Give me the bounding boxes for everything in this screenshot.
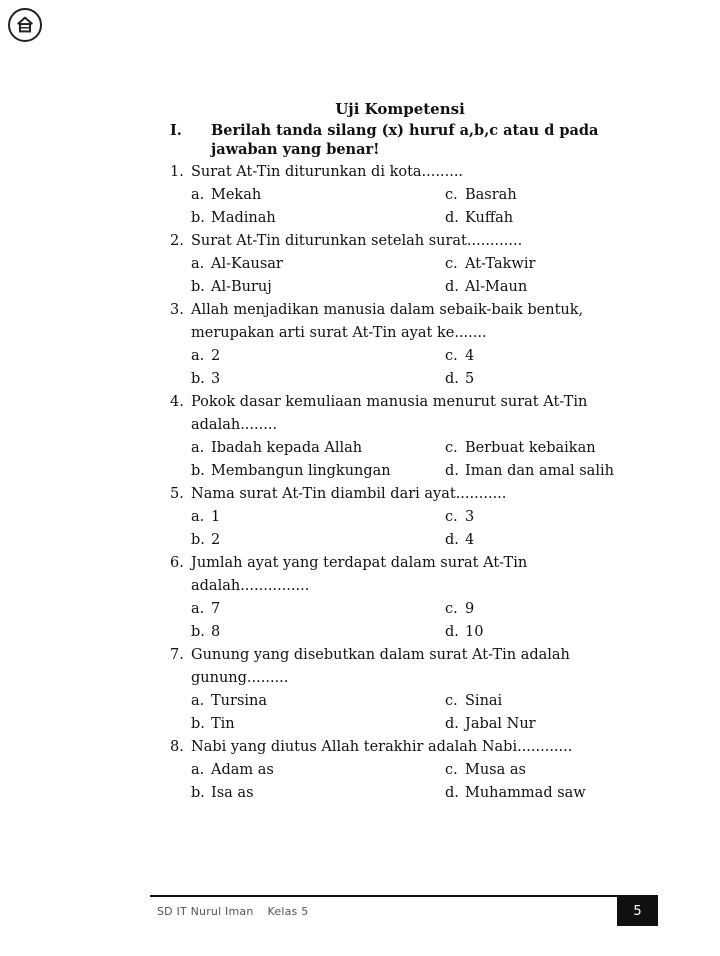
option-b[interactable] — [191, 368, 445, 391]
question-text: Nama surat At-Tin diambil dari ayat........... — [191, 486, 507, 502]
question-number: 3. — [170, 302, 184, 318]
answer-options — [191, 253, 630, 299]
option-text: Adam as — [211, 762, 274, 778]
question-number: 4. — [170, 394, 184, 410]
option-b[interactable] — [191, 460, 445, 483]
option-c[interactable] — [445, 506, 645, 529]
option-text: Membangun lingkungan — [211, 463, 391, 479]
question-number: 8. — [170, 739, 184, 755]
answer-options — [191, 437, 630, 483]
option-a[interactable] — [191, 184, 445, 207]
option-c[interactable] — [445, 345, 645, 368]
option-text: 4 — [465, 348, 475, 364]
question-text: Allah menjadikan manusia dalam sebaik-baik bentuk, merupakan arti surat At-Tin ayat ke....... — [191, 302, 584, 341]
question-number: 1. — [170, 164, 184, 180]
option-letter: a. — [191, 187, 205, 203]
option-d[interactable] — [445, 460, 645, 483]
option-a[interactable] — [191, 690, 445, 713]
option-letter: d. — [445, 624, 459, 640]
option-c[interactable] — [445, 253, 645, 276]
option-letter: d. — [445, 463, 459, 479]
option-a[interactable] — [191, 253, 445, 276]
option-text: Musa as — [465, 762, 526, 778]
option-c[interactable] — [445, 690, 645, 713]
option-letter: a. — [191, 762, 205, 778]
option-letter: b. — [191, 785, 205, 801]
question-5 — [170, 483, 630, 552]
option-letter: a. — [191, 509, 205, 525]
option-text: 7 — [211, 601, 221, 617]
footer-divider — [150, 895, 658, 897]
option-a[interactable] — [191, 345, 445, 368]
option-letter: c. — [445, 440, 458, 456]
option-text: Al-Kausar — [211, 256, 283, 272]
option-d[interactable] — [445, 368, 645, 391]
footer — [157, 905, 322, 918]
question-text: Jumlah ayat yang terdapat dalam surat At-Tin adalah............... — [191, 555, 528, 594]
option-c[interactable] — [445, 598, 645, 621]
option-text: 2 — [211, 348, 221, 364]
answer-options — [191, 345, 630, 391]
option-letter: c. — [445, 509, 458, 525]
question-list — [170, 161, 630, 805]
question-number: 2. — [170, 233, 184, 249]
option-d[interactable] — [445, 713, 645, 736]
answer-options — [191, 759, 630, 805]
quiz-content — [170, 98, 630, 805]
option-text: Al-Buruj — [211, 279, 272, 295]
option-text: Iman dan amal salih — [465, 463, 614, 479]
option-d[interactable] — [445, 529, 645, 552]
question-row — [170, 391, 630, 437]
option-d[interactable] — [445, 207, 645, 230]
option-text: 1 — [211, 509, 221, 525]
option-text: 3 — [211, 371, 221, 387]
question-1 — [170, 161, 630, 230]
question-row — [170, 299, 630, 345]
question-row — [170, 230, 630, 253]
option-letter: a. — [191, 256, 205, 272]
option-text: Jabal Nur — [465, 716, 536, 732]
home-icon — [14, 14, 36, 36]
option-letter: d. — [445, 785, 459, 801]
option-text: At-Takwir — [465, 256, 536, 272]
option-text: Kuffah — [465, 210, 514, 226]
question-text: Nabi yang diutus Allah terakhir adalah Nabi............ — [191, 739, 573, 755]
instruction-text: Berilah tanda silang (x) huruf a,b,c atau d pada jawaban yang benar! — [211, 122, 599, 158]
option-text: Al-Maun — [465, 279, 528, 295]
option-text: Sinai — [465, 693, 503, 709]
option-letter: a. — [191, 440, 205, 456]
option-letter: a. — [191, 348, 205, 364]
question-row — [170, 161, 630, 184]
question-2 — [170, 230, 630, 299]
question-row — [170, 552, 630, 598]
option-letter: a. — [191, 693, 205, 709]
question-row — [170, 644, 630, 690]
answer-options — [191, 506, 630, 552]
option-a[interactable] — [191, 598, 445, 621]
option-letter: b. — [191, 532, 205, 548]
option-letter: b. — [191, 716, 205, 732]
question-text: Surat At-Tin diturunkan setelah surat............ — [191, 233, 523, 249]
option-letter: d. — [445, 279, 459, 295]
question-number: 6. — [170, 555, 184, 571]
option-letter: a. — [191, 601, 205, 617]
option-text: 3 — [465, 509, 475, 525]
option-text: 5 — [465, 371, 475, 387]
option-letter: c. — [445, 762, 458, 778]
option-text: Madinah — [211, 210, 276, 226]
page-number: 5 — [617, 896, 658, 926]
option-letter: d. — [445, 371, 459, 387]
question-6 — [170, 552, 630, 644]
option-text: Muhammad saw — [465, 785, 586, 801]
option-text: Tursina — [211, 693, 268, 709]
footer-grade: Kelas 5 — [267, 905, 309, 918]
answer-options — [191, 184, 630, 230]
page-title: Uji Kompetensi — [335, 100, 465, 118]
option-c[interactable] — [445, 759, 645, 782]
option-text: Ibadah kepada Allah — [211, 440, 363, 456]
option-b[interactable] — [191, 713, 445, 736]
option-b[interactable] — [191, 529, 445, 552]
question-text: Pokok dasar kemuliaan manusia menurut surat At-Tin adalah........ — [191, 394, 588, 433]
option-d[interactable] — [445, 276, 645, 299]
question-8 — [170, 736, 630, 805]
option-letter: b. — [191, 371, 205, 387]
footer-school: SD IT Nurul Iman — [157, 905, 254, 918]
question-row — [170, 483, 630, 506]
option-a[interactable] — [191, 437, 445, 460]
option-letter: b. — [191, 463, 205, 479]
option-text: Berbuat kebaikan — [465, 440, 596, 456]
home-button[interactable] — [8, 8, 42, 42]
answer-options — [191, 690, 630, 736]
option-letter: d. — [445, 210, 459, 226]
section-number: I. — [170, 122, 182, 139]
question-row — [170, 736, 630, 759]
option-a[interactable] — [191, 506, 445, 529]
answer-options — [191, 598, 630, 644]
option-text: Mekah — [211, 187, 262, 203]
option-letter: c. — [445, 693, 458, 709]
option-letter: c. — [445, 348, 458, 364]
option-text: Tin — [211, 716, 235, 732]
option-c[interactable] — [445, 437, 645, 460]
question-number: 7. — [170, 647, 184, 663]
option-b[interactable] — [191, 207, 445, 230]
option-b[interactable] — [191, 276, 445, 299]
option-letter: b. — [191, 210, 205, 226]
option-text: 4 — [465, 532, 475, 548]
question-3 — [170, 299, 630, 391]
option-letter: c. — [445, 187, 458, 203]
option-text: Isa as — [211, 785, 254, 801]
question-4 — [170, 391, 630, 483]
option-letter: d. — [445, 532, 459, 548]
option-text: Basrah — [465, 187, 517, 203]
option-text: 8 — [211, 624, 221, 640]
option-letter: d. — [445, 716, 459, 732]
question-number: 5. — [170, 486, 184, 502]
option-d[interactable] — [445, 621, 645, 644]
question-text: Surat At-Tin diturunkan di kota......... — [191, 164, 464, 180]
option-letter: b. — [191, 624, 205, 640]
option-d[interactable] — [445, 782, 645, 805]
option-b[interactable] — [191, 621, 445, 644]
option-b[interactable] — [191, 782, 445, 805]
option-letter: c. — [445, 256, 458, 272]
option-text: 2 — [211, 532, 221, 548]
option-letter: b. — [191, 279, 205, 295]
option-letter: c. — [445, 601, 458, 617]
option-text: 10 — [465, 624, 484, 640]
question-text: Gunung yang disebutkan dalam surat At-Tin adalah gunung......... — [191, 647, 570, 686]
option-text: 9 — [465, 601, 475, 617]
question-7 — [170, 644, 630, 736]
section-instruction — [170, 121, 630, 159]
option-c[interactable] — [445, 184, 645, 207]
option-a[interactable] — [191, 759, 445, 782]
